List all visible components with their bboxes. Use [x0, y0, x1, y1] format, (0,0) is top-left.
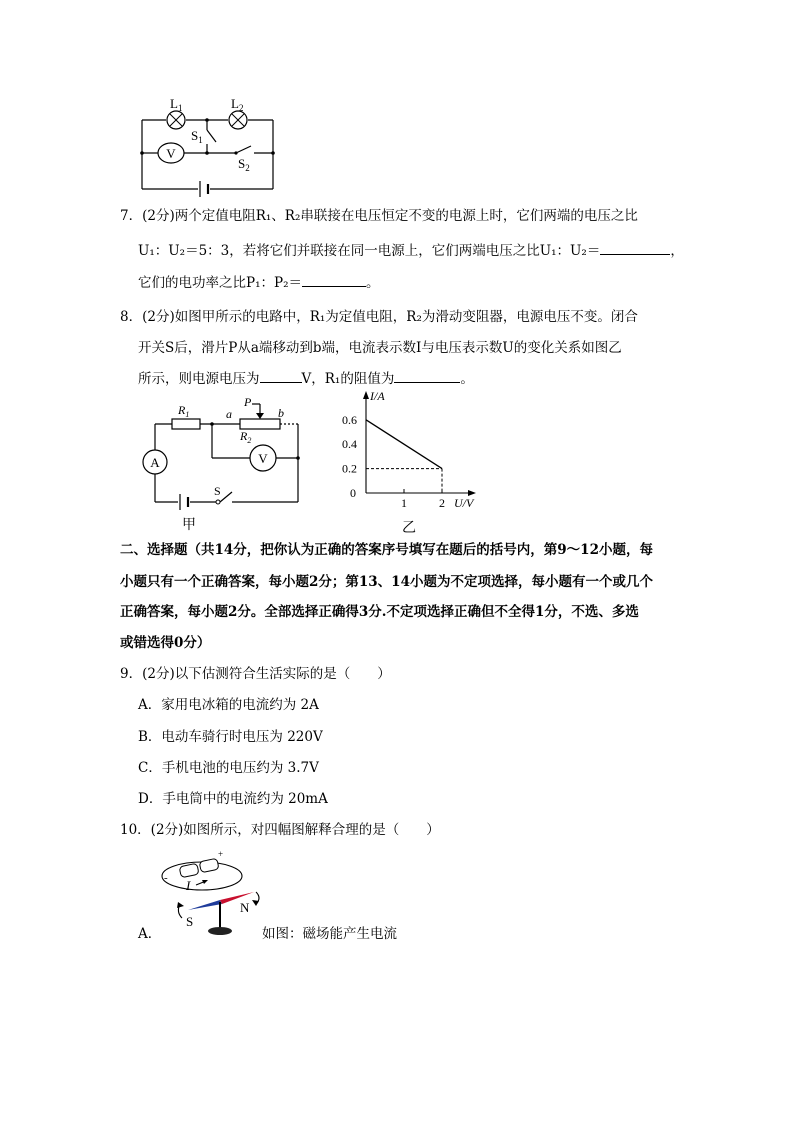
q8-answer-blank-1[interactable]: [260, 368, 302, 383]
battery-icon: [179, 858, 219, 878]
q9-option-a[interactable]: A．家用电冰箱的电流约为 2A: [138, 697, 319, 713]
section2-line-1: 二、选择题（共14分，把你认为正确的答案序号填写在题后的括号内，第9～12小题，每: [120, 542, 653, 558]
ammeter-icon: [143, 450, 167, 474]
chart-x-axis-label: U/V: [454, 496, 474, 510]
chart-origin-label: 0: [350, 486, 356, 500]
svg-text:-: -: [164, 872, 168, 884]
q7-line-1: 7．(2分)两个定值电阻R₁、R₂串联接在电压恒定不变的电源上时，它们两端的电压之比: [120, 208, 638, 224]
q8-iu-graph: [330, 386, 490, 534]
svg-text:S1: $S_1$: [191, 128, 203, 145]
section2-line-2: 小题只有一个正确答案，每小题2分；第13、14小题为不定项选择，每小题有一个或几个: [120, 574, 653, 590]
svg-text:甲: 甲: [182, 518, 196, 533]
svg-text:A: A: [150, 455, 160, 470]
voltmeter-icon: [250, 445, 276, 471]
section2-line-3: 正确答案，每小题2分。全部选择正确得3分.不定项选择正确但不全得1分，不选、多选: [120, 604, 639, 620]
chart-y-tick-label: 0.6: [342, 412, 357, 427]
resistor-r1-icon: [172, 419, 200, 429]
q8-line-2: 开关S后，滑片P从a端移动到b端，电流表示数I与电压表示数U的变化关系如图乙: [138, 340, 622, 356]
svg-text:L2: $L_2$: [231, 96, 244, 113]
q7-answer-blank-2[interactable]: [302, 272, 366, 287]
q9-stem: 9．(2分)以下估测符合生活实际的是（ ）: [120, 666, 391, 682]
lamp-l2-icon: [229, 111, 247, 129]
svg-text:S2: $S_2$: [238, 156, 250, 173]
chart-caption: 乙: [402, 521, 416, 534]
q8-line-3: 所示，则电源电压为 V，R₁的阻值为 。: [138, 368, 474, 389]
chart-x-tick-label: 1: [401, 496, 407, 510]
q8-circuit-figure: [132, 396, 322, 536]
lamp-l1-icon: [167, 111, 185, 129]
chart-y-tick-label: 0.2: [342, 461, 357, 476]
q6-circuit-figure: [130, 92, 290, 197]
q7-line-2: U₁：U₂＝5：3，若将它们并联接在同一电源上，它们两端电压之比U₁：U₂＝ ，: [138, 240, 684, 261]
q10-option-a-label[interactable]: A．: [138, 926, 162, 942]
svg-text:+: +: [218, 849, 224, 859]
svg-text:b: b: [278, 406, 284, 420]
chart-x-tick-label: 2: [439, 496, 445, 510]
svg-text:R2: $R_2$: [240, 429, 252, 445]
q7-line-3: 它们的电功率之比P₁：P₂＝ 。: [138, 272, 380, 293]
svg-text:L1: $L_1$: [170, 96, 183, 113]
q9-option-d[interactable]: D．手电筒中的电流约为 20mA: [138, 791, 328, 807]
q8-line-1: 8．(2分)如图甲所示的电路中，R₁为定值电阻，R₂为滑动变阻器，电源电压不变。闭合: [120, 309, 638, 325]
q7-answer-blank-1[interactable]: [600, 240, 670, 255]
q10-option-a-text: 如图：磁场能产生电流: [262, 926, 397, 942]
svg-text:S: S: [214, 484, 221, 498]
svg-text:N: N: [240, 900, 250, 915]
chart-series-line: [366, 420, 442, 469]
svg-text:I: I: [186, 878, 191, 893]
svg-text:V: V: [258, 451, 268, 466]
svg-text:S: S: [186, 914, 194, 929]
q9-option-c[interactable]: C．手机电池的电压约为 3.7V: [138, 760, 319, 776]
q9-option-b[interactable]: B．电动车骑行时电压为 220V: [138, 729, 323, 745]
svg-text:R1: $R_1$: [178, 403, 190, 419]
q8-answer-blank-2[interactable]: [394, 368, 460, 383]
section2-line-4: 或错选得0分）: [120, 635, 211, 651]
chart-y-axis-label: I/A: [370, 389, 385, 403]
voltmeter-icon: [158, 143, 184, 163]
svg-text:V: V: [166, 146, 176, 161]
q10-option-a-figure: [158, 848, 270, 940]
svg-text:a: a: [226, 407, 232, 421]
chart-y-tick-label: 0.4: [342, 437, 357, 452]
svg-text:P: P: [244, 396, 252, 409]
q10-stem: 10．(2分)如图所示，对四幅图解释合理的是（ ）: [120, 822, 440, 838]
